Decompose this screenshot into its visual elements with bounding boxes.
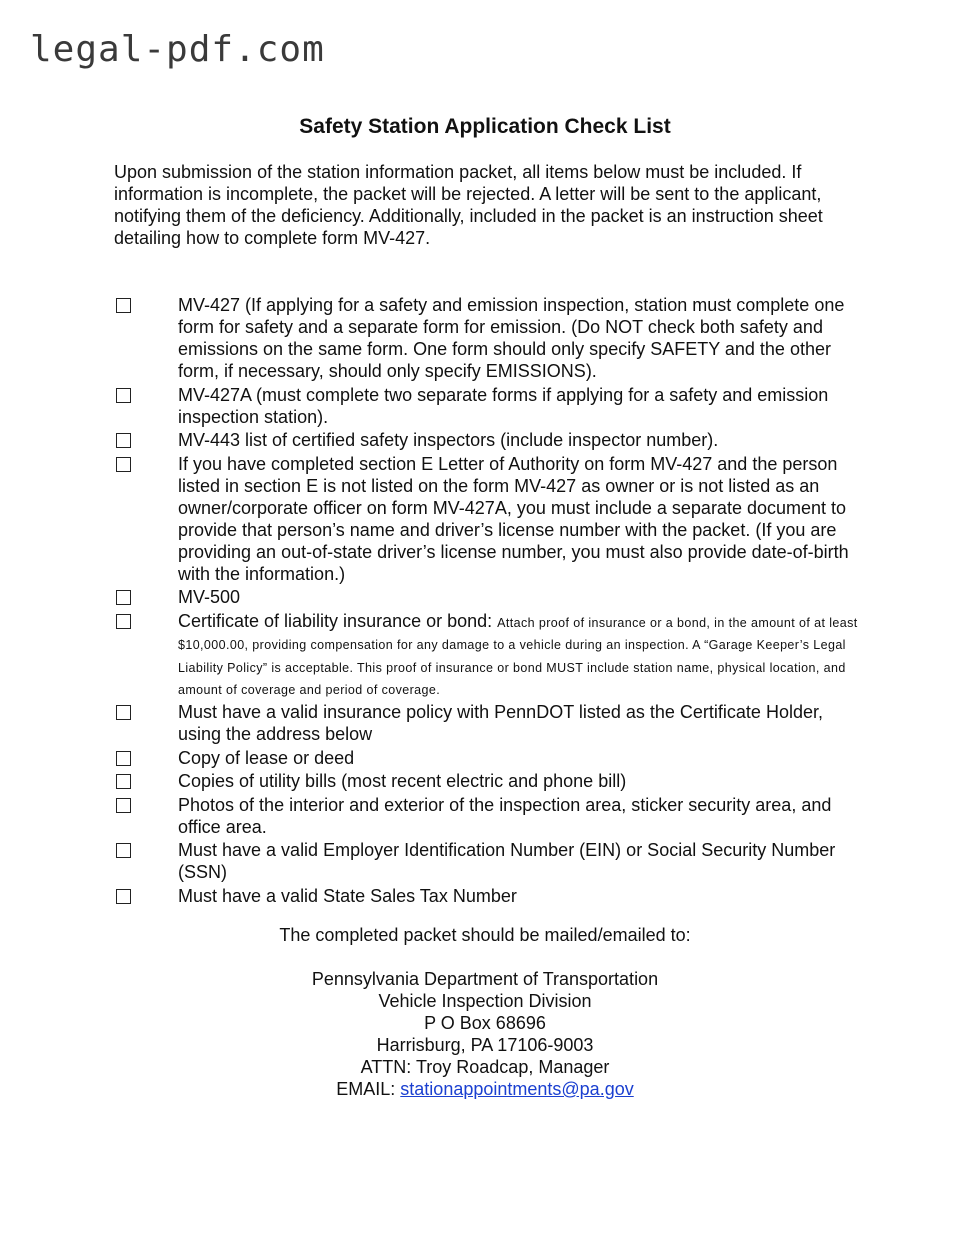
checklist-item: [114, 747, 864, 769]
email-label: EMAIL:: [336, 1079, 401, 1099]
checklist-item: [114, 453, 864, 585]
address-line: P O Box 68696: [424, 1013, 546, 1033]
checklist-item-text: Must have a valid State Sales Tax Number: [178, 885, 517, 906]
checkbox[interactable]: [116, 433, 131, 448]
checklist-item-text: Copy of lease or deed: [178, 747, 355, 768]
checkbox[interactable]: [116, 298, 131, 313]
checklist-item: [114, 294, 864, 382]
checklist-item-text: Certificate of liability insurance or bond:: [178, 610, 493, 631]
checkbox[interactable]: [116, 889, 131, 904]
mail-note: The completed packet should be mailed/emailed to:: [279, 925, 691, 945]
watermark-logo: legal-pdf.com: [30, 29, 325, 70]
checkbox[interactable]: [116, 457, 131, 472]
email-line: [0, 1078, 970, 1100]
checklist-item: [114, 794, 864, 838]
checklist-item-text: MV-427 (If applying for a safety and emission inspection, station must complete one form for safety and a separate form for emission. (Do NOT check both safety and emissions on the same form. One form should only specify SAFETY and the other form, if necessary, should only specify EMISSIONS).: [178, 295, 845, 381]
checklist-item-text: Copies of utility bills (most recent electric and phone bill): [178, 771, 627, 791]
checkbox[interactable]: [116, 798, 131, 813]
address-line: Vehicle Inspection Division: [378, 991, 592, 1011]
checkbox[interactable]: [116, 388, 131, 403]
checkbox[interactable]: [116, 774, 131, 789]
checklist-item-text: Must have a valid insurance policy with PennDOT listed as the Certificate Holder, using the address below: [178, 702, 823, 744]
checklist-item: [114, 885, 864, 907]
intro-paragraph: Upon submission of the station information packet, all items below must be included. If information is incomplete, the packet will be rejected. A letter will be sent to the applicant, notifying them of the deficiency. Additionally, included in the packet is an instruction sheet detailing how to complete form MV-427.: [114, 162, 823, 248]
checklist-item-text: MV-443 list of certified safety inspectors (include inspector number).: [178, 430, 719, 450]
checklist-item-text: MV-500: [178, 587, 241, 607]
checklist-item: [114, 770, 864, 792]
checklist-item: [114, 701, 864, 745]
checklist-item: [114, 839, 864, 883]
checkbox[interactable]: [116, 705, 131, 720]
checkbox[interactable]: [116, 843, 131, 858]
address-line: Pennsylvania Department of Transportation: [311, 969, 659, 989]
checklist-item-content: [178, 610, 864, 700]
checklist: [114, 294, 864, 908]
mailing-address: [0, 968, 970, 1100]
checklist-item-text: MV-427A (must complete two separate forms if applying for a safety and emission inspection station).: [178, 384, 829, 427]
checklist-item: [114, 586, 864, 608]
email-link[interactable]: stationappointments@pa.gov: [400, 1079, 634, 1099]
address-line: Harrisburg, PA 17106-9003: [376, 1035, 594, 1055]
page-title: Safety Station Application Check List: [299, 115, 671, 138]
checkbox[interactable]: [116, 751, 131, 766]
checklist-item-detail: Attach proof of insurance or a bond, in the amount of at least $10,000.00, providing compensation for any damage to a vehicle during an inspection. A “Garage Keeper’s Legal Liability Policy” is acceptable. This proof of insurance or bond MUST include station name, physical location, and amount of coverage and period of coverage.: [178, 615, 858, 697]
checklist-item-text: If you have completed section E Letter of Authority on form MV-427 and the person listed in section E is not listed on the form MV-427 as owner or is not listed as an owner/corporate officer on form MV-427A, you must include a separate document to provide that person’s name and driver’s license number with the packet. (If you are providing an out-of-state driver’s license number, you must also provide date-of-birth with the information.): [178, 453, 849, 584]
checklist-item: [114, 610, 864, 700]
checkbox[interactable]: [116, 614, 131, 629]
checkbox[interactable]: [116, 590, 131, 605]
checklist-item: [114, 384, 864, 428]
checklist-item-text: Must have a valid Employer Identification Number (EIN) or Social Security Number (SSN): [178, 840, 836, 882]
address-line: ATTN: Troy Roadcap, Manager: [360, 1057, 610, 1077]
checklist-item-text: Photos of the interior and exterior of the inspection area, sticker security area, and office area.: [178, 794, 832, 837]
checklist-item: [114, 429, 864, 451]
